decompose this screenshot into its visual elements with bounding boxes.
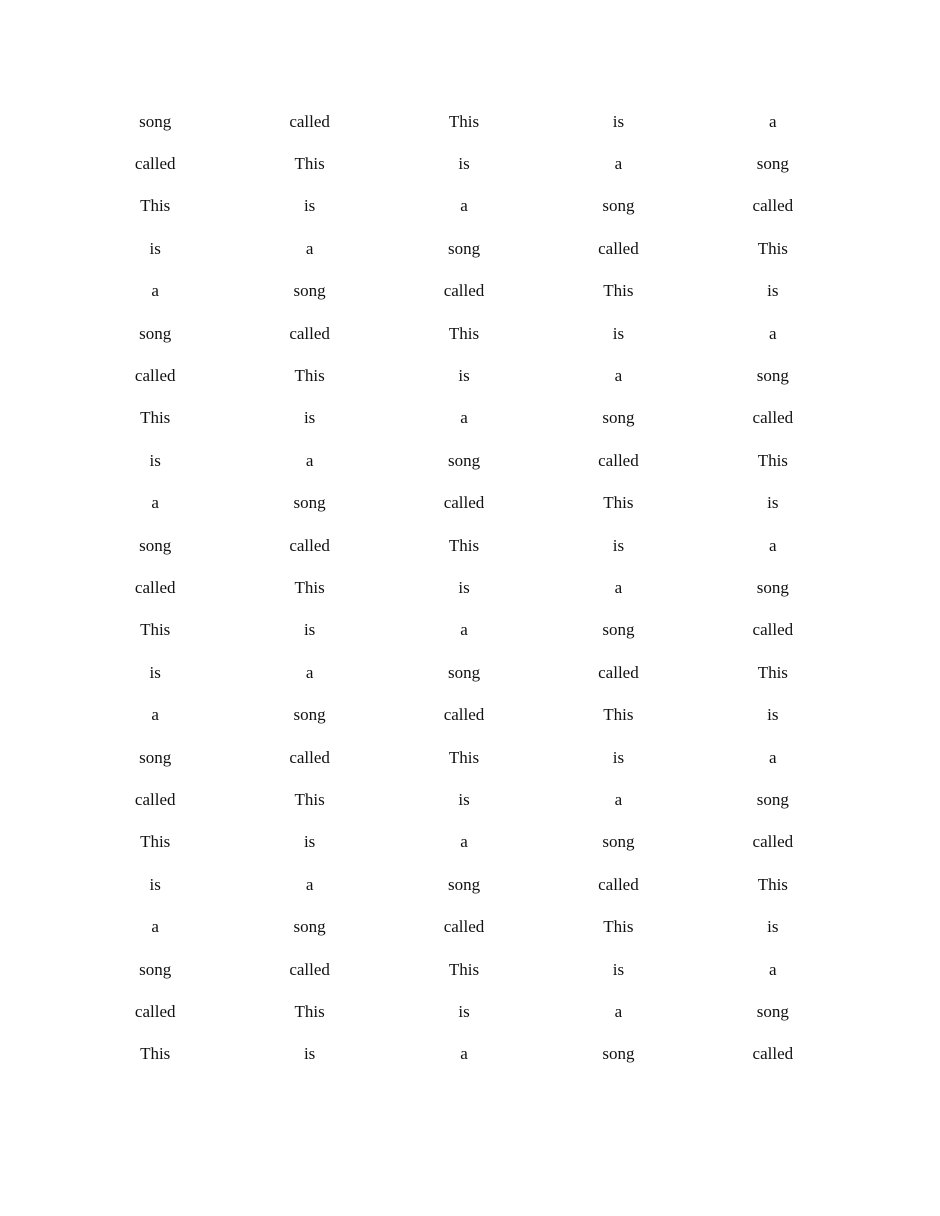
word-row [78, 778, 850, 820]
word-row [78, 397, 850, 439]
word-cell: called [598, 662, 639, 682]
word-cell: is [303, 408, 316, 428]
word-row [78, 693, 850, 735]
word-cell: a [305, 662, 314, 682]
word-cell: This [603, 281, 634, 301]
word-row [78, 312, 850, 354]
word-cell: called [598, 450, 639, 470]
word-cell: a [769, 535, 777, 555]
word-cell: song [139, 959, 172, 979]
word-cell: a [151, 281, 159, 301]
word-cell: is [303, 620, 316, 640]
word-cell: This [757, 662, 788, 682]
word-cell: song [447, 874, 481, 894]
word-cell: song [139, 111, 172, 131]
word-cell: song [293, 281, 326, 301]
word-cell: This [448, 959, 480, 979]
word-cell: a [151, 705, 159, 725]
word-cell: called [289, 959, 330, 979]
word-cell: song [602, 832, 635, 852]
word-cell: a [614, 789, 623, 809]
word-cell: song [602, 1044, 635, 1064]
word-cell: called [752, 1044, 794, 1064]
word-cell: song [447, 662, 481, 682]
word-cell: is [767, 493, 779, 513]
word-row [78, 651, 850, 693]
word-cell: called [134, 366, 176, 386]
word-grid [78, 100, 850, 1075]
word-cell: called [443, 705, 485, 725]
word-cell: is [149, 238, 161, 258]
word-cell: is [303, 1044, 316, 1064]
word-cell: a [460, 408, 468, 428]
word-cell: a [769, 111, 777, 131]
word-cell: called [752, 832, 794, 852]
word-row [78, 1033, 850, 1075]
word-cell: song [602, 196, 635, 216]
word-cell: song [139, 535, 172, 555]
word-cell: This [603, 917, 634, 937]
word-cell: song [602, 408, 635, 428]
word-cell: song [756, 789, 789, 809]
word-row [78, 863, 850, 905]
word-row [78, 185, 850, 227]
word-cell: This [294, 366, 325, 386]
word-row [78, 990, 850, 1032]
word-cell: song [139, 747, 172, 767]
word-cell: is [612, 959, 625, 979]
word-cell: a [460, 196, 468, 216]
word-cell: a [769, 747, 777, 767]
word-cell: is [612, 535, 625, 555]
word-cell: This [757, 450, 788, 470]
word-cell: is [149, 874, 161, 894]
word-cell: called [598, 238, 639, 258]
word-row [78, 524, 850, 566]
word-cell: called [752, 408, 794, 428]
word-cell: is [612, 111, 625, 131]
word-cell: called [443, 493, 485, 513]
word-cell: called [289, 111, 330, 131]
word-cell: This [603, 493, 634, 513]
word-cell: This [757, 874, 788, 894]
word-cell: is [612, 323, 625, 343]
word-row [78, 821, 850, 863]
word-cell: a [614, 1001, 623, 1021]
word-row [78, 566, 850, 608]
word-row [78, 354, 850, 396]
word-cell: song [756, 577, 789, 597]
word-cell: a [305, 874, 314, 894]
word-cell: a [614, 577, 623, 597]
word-cell: is [767, 281, 779, 301]
word-cell: This [294, 789, 325, 809]
word-cell: song [447, 450, 481, 470]
word-cell: called [443, 917, 485, 937]
word-cell: is [149, 662, 161, 682]
word-cell: called [289, 535, 330, 555]
word-cell: This [448, 323, 480, 343]
word-cell: is [303, 196, 316, 216]
word-cell: a [305, 238, 314, 258]
word-cell: a [151, 493, 159, 513]
word-cell: is [767, 705, 779, 725]
word-cell: song [139, 323, 172, 343]
word-cell: is [767, 917, 779, 937]
word-cell: This [294, 1001, 325, 1021]
word-cell: called [443, 281, 485, 301]
word-cell: is [458, 577, 470, 597]
word-row [78, 948, 850, 990]
word-row [78, 142, 850, 184]
word-row [78, 905, 850, 947]
word-row [78, 609, 850, 651]
word-cell: This [603, 705, 634, 725]
word-cell: a [460, 832, 468, 852]
word-cell: a [460, 1044, 468, 1064]
word-cell: is [149, 450, 161, 470]
word-cell: This [448, 111, 480, 131]
word-cell: a [305, 450, 314, 470]
word-cell: This [757, 238, 788, 258]
word-cell: called [289, 323, 330, 343]
word-cell: song [756, 1001, 789, 1021]
word-row [78, 482, 850, 524]
word-cell: a [614, 154, 623, 174]
word-row [78, 736, 850, 778]
word-cell: This [140, 408, 171, 428]
word-cell: song [756, 366, 789, 386]
word-cell: This [140, 620, 171, 640]
word-cell: called [752, 196, 794, 216]
word-cell: This [448, 747, 480, 767]
word-cell: is [303, 832, 316, 852]
word-cell: This [294, 154, 325, 174]
word-cell: song [293, 493, 326, 513]
word-row [78, 439, 850, 481]
word-row [78, 100, 850, 142]
word-cell: song [602, 620, 635, 640]
word-cell: a [769, 323, 777, 343]
word-cell: called [289, 747, 330, 767]
word-row [78, 270, 850, 312]
word-cell: This [140, 832, 171, 852]
word-cell: is [458, 366, 470, 386]
word-cell: called [752, 620, 794, 640]
word-cell: a [769, 959, 777, 979]
word-cell: is [612, 747, 625, 767]
word-cell: called [134, 789, 176, 809]
word-cell: song [447, 238, 481, 258]
word-cell: called [598, 874, 639, 894]
word-cell: is [458, 1001, 470, 1021]
word-cell: a [151, 917, 159, 937]
word-cell: This [140, 1044, 171, 1064]
word-cell: song [756, 154, 789, 174]
word-cell: This [140, 196, 171, 216]
word-cell: a [460, 620, 468, 640]
word-row [78, 227, 850, 269]
word-cell: is [458, 789, 470, 809]
word-cell: song [293, 917, 326, 937]
word-cell: song [293, 705, 326, 725]
word-cell: This [294, 577, 325, 597]
word-cell: a [614, 366, 623, 386]
word-cell: called [134, 1001, 176, 1021]
word-cell: This [448, 535, 480, 555]
word-cell: called [134, 154, 176, 174]
word-cell: is [458, 154, 470, 174]
word-cell: called [134, 577, 176, 597]
